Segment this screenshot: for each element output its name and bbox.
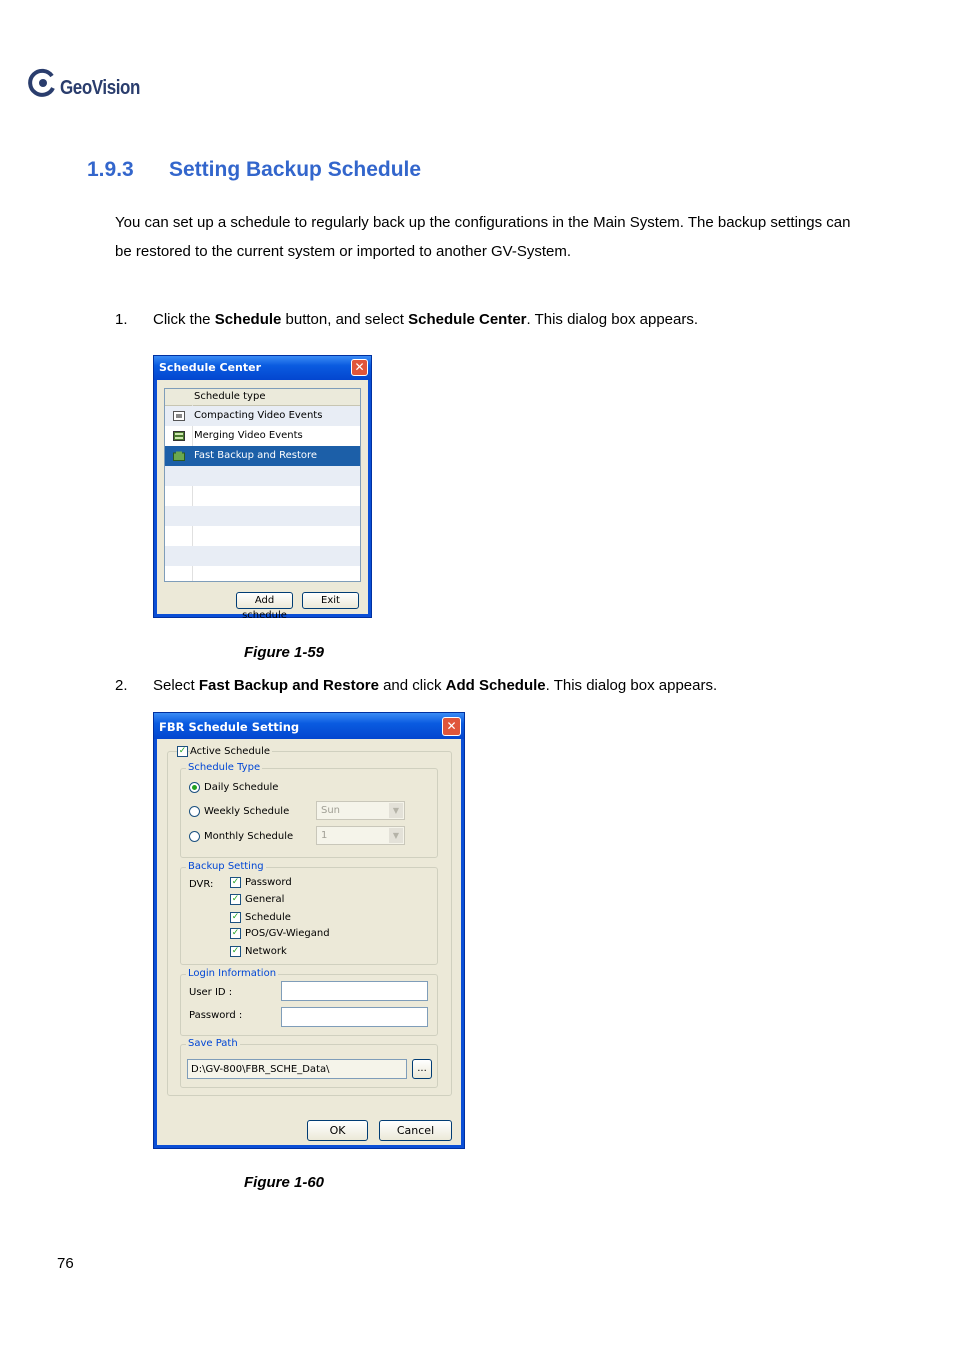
title-bar bbox=[154, 713, 464, 739]
dialog-body bbox=[157, 380, 368, 621]
intro-paragraph: You can set up a schedule to regularly back up the configurations in the Main System. The backup settings can be restored to the current system or imported to another GV-System. bbox=[115, 214, 851, 260]
list-item-label: Compacting Video Events bbox=[194, 410, 323, 421]
step-number: 1. bbox=[115, 311, 128, 328]
daily-schedule-label: Daily Schedule bbox=[204, 782, 279, 793]
compact-icon bbox=[173, 411, 185, 421]
weekly-day-select[interactable] bbox=[316, 801, 405, 820]
schedule-center-dialog bbox=[153, 355, 372, 621]
figure-caption: Figure 1-60 bbox=[244, 1174, 325, 1191]
password-checkbox[interactable]: ✓ bbox=[231, 877, 240, 887]
dialog-title: FBR Schedule Setting bbox=[159, 720, 300, 734]
password-input[interactable] bbox=[281, 1007, 428, 1027]
list-item-label: Merging Video Events bbox=[194, 430, 303, 441]
save-path-input[interactable] bbox=[187, 1059, 407, 1079]
close-button[interactable]: ✕ bbox=[351, 359, 368, 376]
dialog-body bbox=[157, 739, 461, 1145]
monthly-day-select[interactable] bbox=[316, 826, 405, 845]
daily-schedule-radio[interactable] bbox=[189, 782, 200, 793]
cancel-button[interactable]: Cancel bbox=[379, 1120, 452, 1141]
backup-icon bbox=[173, 451, 185, 461]
list-row-empty bbox=[165, 506, 360, 526]
network-checkbox[interactable]: ✓ bbox=[231, 946, 240, 956]
geovision-logo bbox=[28, 68, 178, 104]
password-label: Password : bbox=[189, 1010, 243, 1021]
figure-caption: Figure 1-59 bbox=[244, 644, 325, 661]
logo-text: GeoVision bbox=[60, 77, 140, 99]
fbr-schedule-setting-dialog bbox=[153, 712, 465, 1149]
title-bar bbox=[154, 356, 371, 380]
user-id-input[interactable] bbox=[281, 981, 428, 1001]
geovision-logo-icon bbox=[28, 68, 58, 98]
section-number: 1.9.3 bbox=[87, 158, 134, 181]
column-header: Schedule type bbox=[194, 391, 266, 402]
add-schedule-button[interactable]: Add schedule bbox=[236, 592, 293, 609]
section-title: Setting Backup Schedule bbox=[169, 158, 422, 181]
weekly-schedule-label: Weekly Schedule bbox=[204, 806, 290, 817]
schedule-type-legend: Schedule Type bbox=[188, 762, 261, 773]
step-text: Click the Schedule button, and select Schedule Center. This dialog box appears. bbox=[153, 311, 699, 328]
list-header bbox=[165, 389, 360, 406]
list-row-empty bbox=[165, 486, 360, 506]
general-option-label: General bbox=[245, 894, 285, 905]
dialog-title: Schedule Center bbox=[159, 361, 262, 374]
weekly-day-value: Sun bbox=[321, 805, 341, 816]
step-1 bbox=[115, 311, 815, 331]
page-number: 76 bbox=[57, 1255, 74, 1272]
list-row-empty bbox=[165, 546, 360, 566]
monthly-schedule-radio[interactable] bbox=[189, 831, 200, 842]
active-schedule-checkbox[interactable]: ✓ bbox=[178, 746, 187, 756]
list-item-label: Fast Backup and Restore bbox=[194, 450, 318, 461]
save-path-value: D:\GV-800\FBR_SCHE_Data\ bbox=[191, 1064, 330, 1075]
pos-wiegand-option-label: POS/GV-Wiegand bbox=[245, 928, 330, 939]
chevron-down-icon: ▼ bbox=[389, 828, 403, 843]
monthly-day-value: 1 bbox=[321, 830, 328, 841]
login-information-legend: Login Information bbox=[188, 968, 277, 979]
close-button[interactable]: ✕ bbox=[442, 717, 461, 736]
merge-icon bbox=[173, 431, 185, 441]
schedule-type-list[interactable] bbox=[164, 388, 361, 582]
list-item-compacting[interactable] bbox=[165, 406, 360, 426]
pos-wiegand-checkbox[interactable]: ✓ bbox=[231, 928, 240, 938]
password-option-label: Password bbox=[245, 877, 292, 888]
user-id-label: User ID : bbox=[189, 987, 233, 998]
step-2 bbox=[115, 677, 815, 697]
section-heading bbox=[87, 158, 421, 182]
schedule-option-label: Schedule bbox=[245, 912, 291, 923]
list-row-empty bbox=[165, 466, 360, 486]
save-path-legend: Save Path bbox=[188, 1038, 238, 1049]
step-text: Select Fast Backup and Restore and click Add Schedule. This dialog box appears. bbox=[153, 677, 718, 694]
dvr-label: DVR: bbox=[189, 879, 214, 890]
weekly-schedule-radio[interactable] bbox=[189, 806, 200, 817]
ok-button[interactable]: OK bbox=[307, 1120, 368, 1141]
list-row-empty bbox=[165, 526, 360, 546]
browse-button[interactable]: ... bbox=[412, 1059, 432, 1079]
backup-setting-legend: Backup Setting bbox=[188, 861, 264, 872]
step-number: 2. bbox=[115, 677, 128, 694]
list-item-merging[interactable] bbox=[165, 426, 360, 446]
exit-button[interactable]: Exit bbox=[302, 592, 359, 609]
network-option-label: Network bbox=[245, 946, 287, 957]
active-schedule-label: Active Schedule bbox=[190, 746, 271, 757]
backup-setting-group bbox=[180, 867, 438, 965]
general-checkbox[interactable]: ✓ bbox=[231, 894, 240, 904]
chevron-down-icon: ▼ bbox=[389, 803, 403, 818]
schedule-checkbox[interactable]: ✓ bbox=[231, 912, 240, 922]
monthly-schedule-label: Monthly Schedule bbox=[204, 831, 294, 842]
list-item-fast-backup[interactable] bbox=[165, 446, 360, 466]
